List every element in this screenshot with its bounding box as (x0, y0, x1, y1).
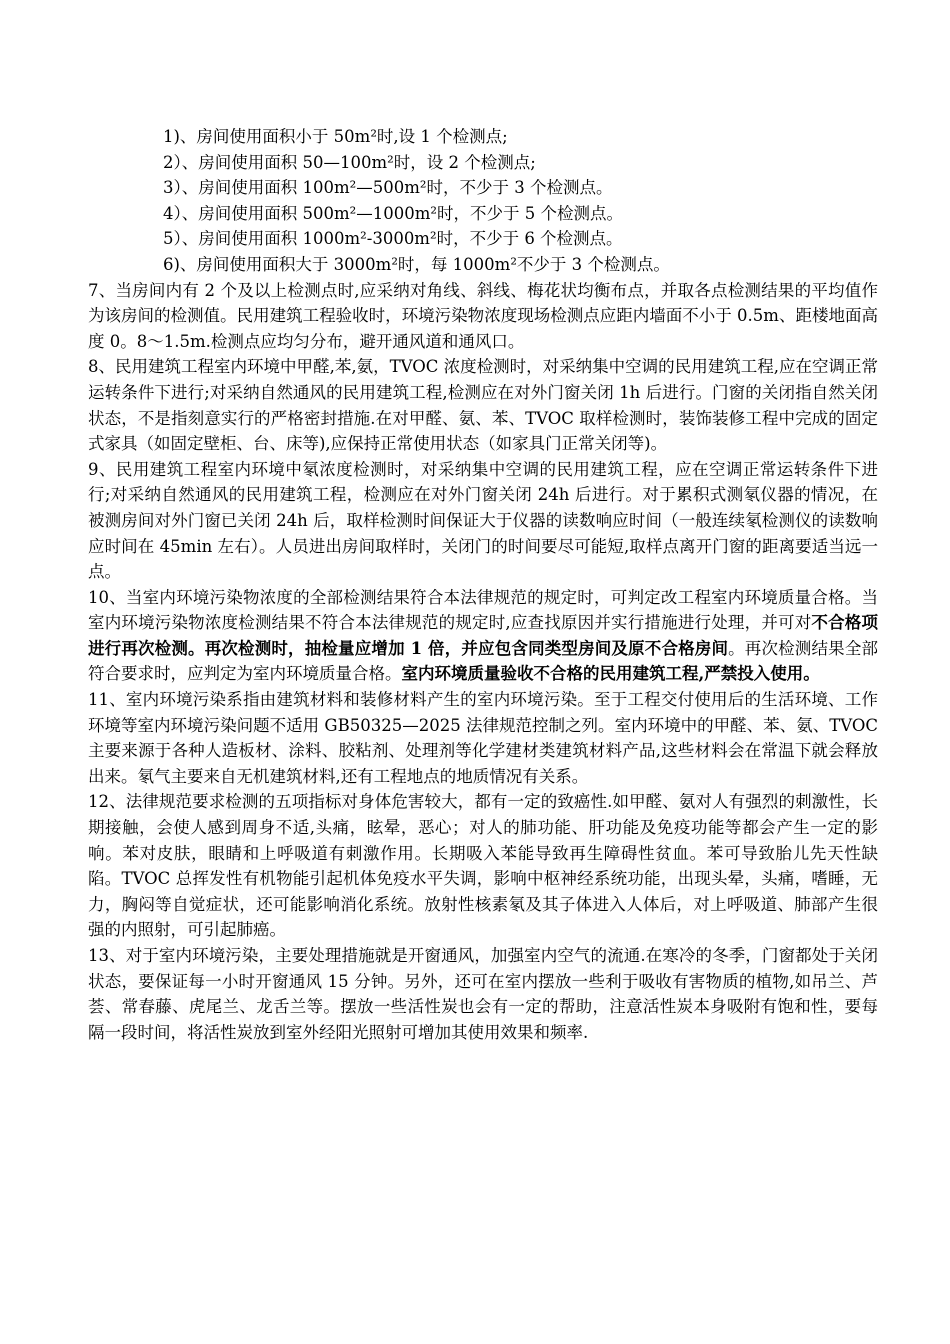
paragraph-8: 8、民用建筑工程室内环境中甲醛,苯,氨，TVOC 浓度检测时，对采纳集中空调的民用建筑工程,应在空调正常运转条件下进行;对采纳自然通风的民用建筑工程,检测应在对外门窗关闭 1h 后进行。门窗的关闭指自然关闭状态，不是指刻意实行的严格密封措施.在对甲醛、氨、苯、TVOC 取样检测时，装饰装修工程中完成的固定式家具（如固定壁柜、台、床等),应保持正常使用状态（如家具门正常关闭等)。 (88, 357, 878, 454)
sub-item-4: 4）、房间使用面积 500m²—1000m²时，不少于 5 个检测点。 (163, 203, 623, 223)
paragraph-10-bold-1: 不合格项进行再次检测。再次检测时，抽检量应增加 1 倍，并应包含同类型房间及原不合格房间 (88, 613, 878, 658)
sub-item-3: 3）、房间使用面积 100m²—500m²时，不少于 3 个检测点。 (163, 178, 613, 198)
paragraph-7: 7、当房间内有 2 个及以上检测点时,应采纳对角线、斜线、梅花状均衡布点，并取各点检测结果的平均值作为该房间的检测值。民用建筑工程验收时，环境污染物浓度现场检测点应距内墙面不小于 0.5m、距楼地面高度 0。8～1.5m.检测点应均匀分布，避开通风道和通风口。 (88, 280, 878, 351)
sub-item-2: 2）、房间使用面积 50—100m²时，设 2 个检测点; (163, 152, 536, 172)
paragraph-11: 11、室内环境污染系指由建筑材料和装修材料产生的室内环境污染。至于工程交付使用后的生活环境、工作环境等室内环境污染问题不适用 GB50325—2025 法律规范控制之列。室内环境中的甲醛、苯、氨、TVOC 主要来源于各种人造板材、涂料、胶粘剂、处理剂等化学建材类建筑材料产品,这些材料会在常温下就会释放出来。氡气主要来自无机建筑材料,还有工程地点的地质情况有关系。 (88, 690, 878, 786)
paragraph-10-text-2: 。再次检测结果全部符合要求时，应判定为室内环境质量合格。 (88, 638, 878, 684)
paragraph-10 (88, 585, 878, 687)
sub-item-6: 6)、房间使用面积大于 3000m²时，每 1000m²不少于 3 个检测点。 (163, 254, 670, 274)
paragraph-10-text-1: 10、当室内环境污染物浓度的全部检测结果符合本法律规范的规定时，可判定改工程室内环境质量合格。当室内环境污染物浓度检测结果不符合本法律规范的规定时,应查找原因并实行措施进行处理，并可对 (88, 587, 878, 633)
sub-item-5: 5）、房间使用面积 1000m²-3000m²时，不少于 6 个检测点。 (163, 229, 623, 249)
document-body (88, 124, 878, 1045)
paragraph-10-bold-2: 室内环境质量验收不合格的民用建筑工程,严禁投入使用。 (401, 664, 820, 684)
paragraph-12: 12、法律规范要求检测的五项指标对身体危害较大，都有一定的致癌性.如甲醛、氨对人有强烈的刺激性，长期接触，会使人感到周身不适,头痛，眩晕，恶心；对人的肺功能、肝功能及免疫功能等都会产生一定的影响。苯对皮肤，眼睛和上呼吸道有刺激作用。长期吸入苯能导致再生障碍性贫血。苯可导致胎儿先天性缺陷。TVOC 总挥发性有机物能引起机体免疫水平失调，影响中枢神经系统功能，出现头晕，头痛，嗜睡，无力，胸闷等自觉症状，还可能影响消化系统。放射性核素氡及其子体进入人体后，对上呼吸道、肺部产生很强的内照射，可引起肺癌。 (88, 792, 878, 940)
sub-item-1: 1)、房间使用面积小于 50m²时,设 1 个检测点; (163, 127, 508, 146)
paragraph-9: 9、民用建筑工程室内环境中氡浓度检测时，对采纳集中空调的民用建筑工程，应在空调正常运转条件下进行;对采纳自然通风的民用建筑工程，检测应在对外门窗关闭 24h 后进行。对于累积式测氡仪器的情况，在被测房间对外门窗已关闭 24h 后，取样检测时间保证大于仪器的读数响应时间（一般连续氡检测仪的读数响应时间在 45min 左右）。人员进出房间取样时，关闭门的时间要尽可能短,取样点离开门窗的距离要适当远一点。 (88, 459, 878, 582)
paragraph-13: 13、对于室内环境污染，主要处理措施就是开窗通风，加强室内空气的流通.在寒冷的冬季，门窗都处于关闭状态，要保证每一小时开窗通风 15 分钟。另外，还可在室内摆放一些利于吸收有害物质的植物,如吊兰、芦荟、常春藤、虎尾兰、龙舌兰等。摆放一些活性炭也会有一定的帮助，注意活性炭本身吸附有饱和性，要每隔一段时间，将活性炭放到室外经阳光照射可增加其使用效果和频率. (88, 946, 878, 1042)
